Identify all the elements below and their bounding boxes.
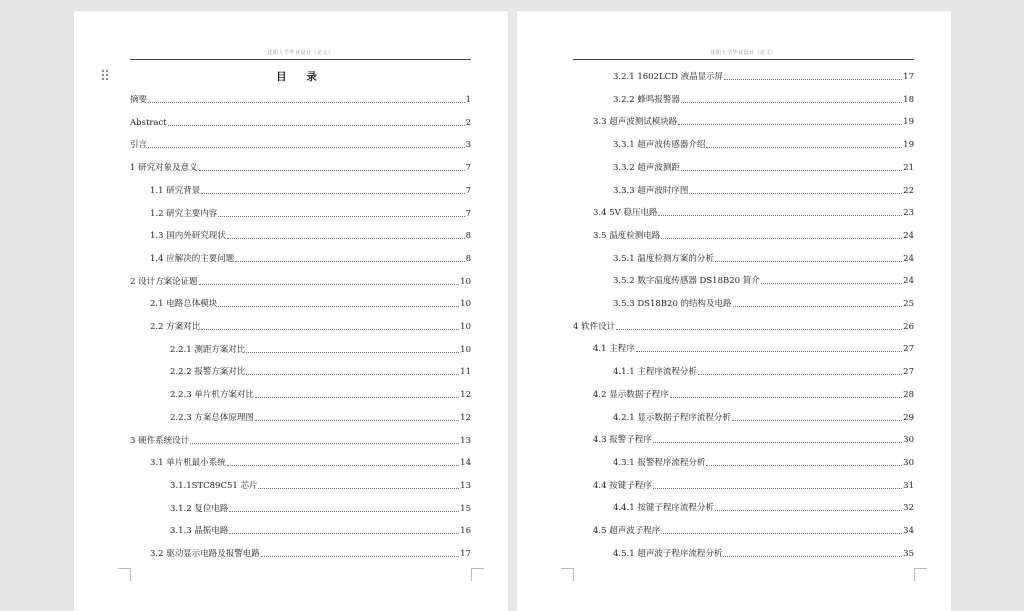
toc-entry[interactable]	[613, 456, 914, 470]
toc-entry-page-number: 10	[460, 322, 471, 332]
toc-leader-dots	[168, 116, 465, 126]
toc-entry-page-number: 10	[460, 344, 471, 355]
toc-entry[interactable]	[593, 388, 914, 402]
toc-entry-label: 3.3.2 超声波测距	[613, 162, 680, 173]
toc-entry-label: 3.5.3 DS18B20 的结构及电路	[613, 299, 732, 309]
toc-entry[interactable]	[150, 456, 471, 470]
toc-leader-dots	[681, 93, 902, 103]
toc-entry-label: 2 设计方案论证题	[130, 276, 198, 287]
toc-entry[interactable]	[130, 161, 471, 175]
toc-entry-page-number: 7	[465, 185, 471, 196]
toc-leader-dots	[698, 365, 902, 375]
toc-leader-dots	[616, 320, 902, 330]
toc-entry[interactable]	[613, 365, 914, 379]
toc-leader-dots	[229, 524, 459, 534]
toc-entry-label: 4.2.1 显示数据子程序流程分析	[613, 412, 731, 423]
toc-entry-page-number: 24	[903, 276, 914, 287]
toc-entry-page-number: 10	[460, 299, 471, 310]
toc-entry-label: 2.1 电路总体模块	[150, 299, 218, 310]
toc-entry-page-number: 7	[465, 208, 471, 219]
toc-entry-page-number: 8	[465, 231, 471, 242]
toc-entry-label: 3 硬件系统设计	[130, 435, 190, 446]
toc-entry-page-number: 2	[465, 117, 471, 128]
toc-title: 目 录	[276, 71, 325, 83]
toc-leader-dots	[681, 161, 902, 171]
toc-leader-dots	[246, 365, 459, 375]
toc-leader-dots	[229, 502, 459, 512]
toc-entry-label: 4.2 显示数据子程序	[593, 389, 669, 400]
toc-leader-dots	[235, 252, 464, 262]
toc-leader-dots	[148, 138, 465, 148]
toc-entry[interactable]	[170, 524, 471, 538]
toc-entry-label: 2.2.2 报警方案对比	[170, 367, 246, 378]
toc-entry[interactable]	[613, 297, 914, 311]
toc-entry-page-number: 13	[460, 480, 471, 491]
toc-entry[interactable]	[150, 207, 471, 221]
toc-leader-dots	[255, 388, 459, 398]
document-page-right	[517, 11, 951, 611]
toc-entry-page-number: 12	[460, 390, 471, 401]
toc-leader-dots	[261, 547, 459, 557]
toc-entry[interactable]	[613, 161, 914, 175]
toc-leader-dots	[255, 411, 459, 421]
toc-leader-dots	[201, 320, 459, 330]
toc-leader-dots	[661, 524, 902, 534]
toc-entry-page-number: 30	[903, 435, 914, 446]
toc-entry-label: 2.2.3 方案总体原理图	[170, 412, 254, 423]
toc-entry[interactable]	[593, 229, 914, 243]
toc-entry-label: 1.4 应解决的主要问题	[150, 253, 235, 264]
toc-leader-dots	[706, 456, 902, 466]
toc-entry-label: 2.2 方案对比	[150, 322, 201, 332]
toc-leader-dots	[190, 434, 459, 444]
toc-entry-page-number: 13	[460, 435, 471, 446]
margin-corner-mark	[914, 568, 927, 581]
toc-entry[interactable]	[593, 206, 914, 220]
toc-leader-dots	[723, 547, 902, 557]
toc-leader-dots	[732, 411, 902, 421]
toc-entry-page-number: 32	[903, 503, 914, 514]
page-header	[130, 11, 471, 60]
toc-entry-page-number: 10	[460, 276, 471, 287]
toc-entry-page-number: 29	[903, 412, 914, 423]
toc-entry[interactable]	[613, 274, 914, 288]
toc-entry-label: 3.5.1 温度检测方案的分析	[613, 253, 714, 264]
toc-entry-page-number: 19	[903, 140, 914, 151]
toc-entry-page-number: 27	[903, 367, 914, 378]
toc-entry-label: 3.3.1 超声波传感器介绍	[613, 140, 706, 151]
toc-entry-label: 1.3 国内外研究现状	[150, 231, 226, 242]
toc-entry[interactable]	[593, 115, 914, 129]
toc-entry-page-number: 11	[460, 367, 471, 378]
toc-entry[interactable]	[130, 138, 471, 152]
toc-entry[interactable]	[613, 93, 914, 107]
toc-leader-dots	[661, 229, 902, 239]
toc-entry[interactable]	[613, 252, 914, 266]
toc-entry[interactable]	[573, 320, 914, 334]
toc-entry-page-number: 24	[903, 253, 914, 264]
toc-entry[interactable]	[593, 479, 914, 493]
toc-entry-page-number: 23	[903, 208, 914, 219]
toc-entry-label: 摘要	[130, 95, 148, 105]
toc-entry[interactable]	[613, 138, 914, 152]
toc-leader-dots	[148, 93, 465, 103]
toc-entry[interactable]	[593, 342, 914, 356]
toc-entry-page-number: 28	[903, 389, 914, 400]
toc-entry-label: 3.2.2 蜂鸣报警器	[613, 94, 680, 105]
toc-entry-page-number: 34	[903, 526, 914, 536]
toc-entry-label: 3.3.3 超声波时序图	[613, 185, 689, 196]
toc-leader-dots	[199, 275, 460, 285]
toc-leader-dots	[246, 343, 459, 353]
toc-entry-label: 引言	[130, 140, 148, 151]
toc-leader-dots	[678, 115, 902, 125]
toc-entry[interactable]	[613, 547, 914, 561]
toc-entry-label: 4.1.1 主程序流程分析	[613, 367, 697, 378]
toc-entry-page-number: 15	[460, 503, 471, 514]
toc-leader-dots	[733, 297, 903, 307]
toc-entry-page-number: 1	[465, 95, 471, 105]
toc-entry[interactable]	[593, 524, 914, 538]
toc-leader-dots	[724, 70, 902, 80]
toc-leader-dots	[227, 456, 459, 466]
toc-entry[interactable]	[130, 93, 471, 107]
toc-leader-dots	[715, 501, 902, 511]
toc-entry-label: 3.1.2 复位电路	[170, 503, 229, 514]
toc-entry[interactable]	[170, 502, 471, 516]
toc-entry-label: 1.2 研究主要内容	[150, 208, 218, 219]
toc-leader-dots	[201, 184, 464, 194]
toc-entry[interactable]	[170, 479, 471, 493]
toc-entry-page-number: 26	[903, 321, 914, 332]
toc-leader-dots	[689, 184, 902, 194]
toc-leader-dots	[653, 479, 902, 489]
document-page-left	[74, 11, 508, 611]
toc-entry-label: 4.3 报警子程序	[593, 435, 652, 446]
page-header	[573, 11, 914, 60]
margin-corner-mark	[471, 568, 484, 581]
toc-leader-dots	[715, 252, 902, 262]
toc-entry[interactable]	[170, 411, 471, 425]
toc-entry-label: 4 软件设计	[573, 321, 616, 332]
toc-entry-page-number: 18	[903, 94, 914, 105]
toc-entry[interactable]	[170, 388, 471, 402]
toc-entry-page-number: 7	[465, 163, 471, 174]
toc-entry-page-number: 24	[903, 230, 914, 241]
toc-entry-label: 3.5.2 数字温度传感器 DS18B20 简介	[613, 276, 760, 287]
toc-entry-page-number: 22	[903, 185, 914, 196]
toc-entry[interactable]	[613, 411, 914, 425]
toc-leader-dots	[761, 274, 902, 284]
toc-entry-label: 3.1.1STC89C51 芯片	[170, 480, 258, 491]
toc-entry-page-number: 3	[465, 140, 471, 151]
toc-entry-page-number: 17	[903, 72, 914, 82]
toc-entry[interactable]	[130, 275, 471, 289]
toc-entry[interactable]	[613, 70, 914, 84]
toc-entry-label: 3.5 温度检测电路	[593, 230, 661, 241]
toc-entry[interactable]	[150, 184, 471, 198]
toc-entry-label: 4.4.1 按键子程序流程分析	[613, 503, 714, 514]
toc-entry-label: 1.1 研究背景	[150, 185, 201, 196]
toc-entry[interactable]	[170, 365, 471, 379]
toc-entry[interactable]	[613, 184, 914, 198]
toc-entry-label: 2.2.1 测距方案对比	[170, 344, 246, 355]
toc-entry-label: 3.2.1 1602LCD 液晶显示屏	[613, 72, 724, 82]
toc-leader-dots	[653, 433, 902, 443]
toc-leader-dots	[706, 138, 902, 148]
toc-entry[interactable]	[593, 433, 914, 447]
toc-entry-page-number: 8	[465, 253, 471, 264]
toc-entry[interactable]	[150, 229, 471, 243]
toc-entry-label: 4.5.1 超声波子程序流程分析	[613, 548, 723, 559]
toc-entry-label: 4.3.1 报警程序流程分析	[613, 457, 706, 468]
toc-entry[interactable]	[130, 116, 471, 130]
toc-entry[interactable]	[130, 434, 471, 448]
toc-entry-page-number: 27	[903, 344, 914, 355]
toc-entry[interactable]	[170, 343, 471, 357]
toc-entry-label: 4.1 主程序	[593, 344, 635, 355]
drag-handle-icon[interactable]	[102, 70, 110, 82]
toc-entry-page-number: 35	[903, 548, 914, 559]
toc-entry-label: 3.2 驱动显示电路及报警电路	[150, 549, 260, 559]
toc-entry-label: 3.3 超声波测试模块路	[593, 117, 678, 128]
toc-entry-page-number: 14	[460, 458, 471, 469]
toc-leader-dots	[670, 388, 902, 398]
toc-entry[interactable]	[613, 501, 914, 515]
toc-entry-page-number: 12	[460, 412, 471, 423]
toc-leader-dots	[636, 342, 902, 352]
toc-entry[interactable]	[150, 252, 471, 266]
toc-leader-dots	[199, 161, 465, 171]
toc-leader-dots	[658, 206, 902, 216]
toc-entry[interactable]	[150, 320, 471, 334]
toc-entry-page-number: 30	[903, 457, 914, 468]
toc-entry-label: 3.1 单片机最小系统	[150, 458, 226, 469]
toc-entry-page-number: 21	[903, 162, 914, 173]
toc-entry-label: 3.4 5V 稳压电路	[593, 208, 658, 219]
header-text: 沈阳大学毕业设计（论文）	[710, 50, 777, 56]
toc-entry-page-number: 19	[903, 117, 914, 128]
toc-leader-dots	[218, 297, 459, 307]
toc-entry-label: 1 研究对象及意义	[130, 163, 198, 174]
toc-leader-dots	[258, 479, 459, 489]
toc-entry-page-number: 31	[903, 480, 914, 491]
header-text: 沈阳大学毕业设计（论文）	[267, 50, 334, 56]
toc-leader-dots	[227, 229, 465, 239]
margin-corner-mark	[561, 568, 574, 581]
toc-entry-label: 3.1.3 晶振电路	[170, 526, 229, 537]
toc-entry[interactable]	[150, 547, 471, 561]
toc-entry-label: Abstract	[130, 117, 167, 128]
toc-entry-label: 2.2.3 单片机方案对比	[170, 390, 254, 401]
toc-entry-page-number: 16	[460, 526, 471, 537]
margin-corner-mark	[118, 568, 131, 581]
toc-entry-page-number: 25	[903, 299, 914, 309]
toc-entry-label: 4.4 按键子程序	[593, 480, 652, 491]
toc-entry[interactable]	[150, 297, 471, 311]
toc-leader-dots	[218, 207, 464, 217]
toc-entry-page-number: 17	[460, 549, 471, 559]
toc-entry-label: 4.5 超声波子程序	[593, 526, 661, 536]
